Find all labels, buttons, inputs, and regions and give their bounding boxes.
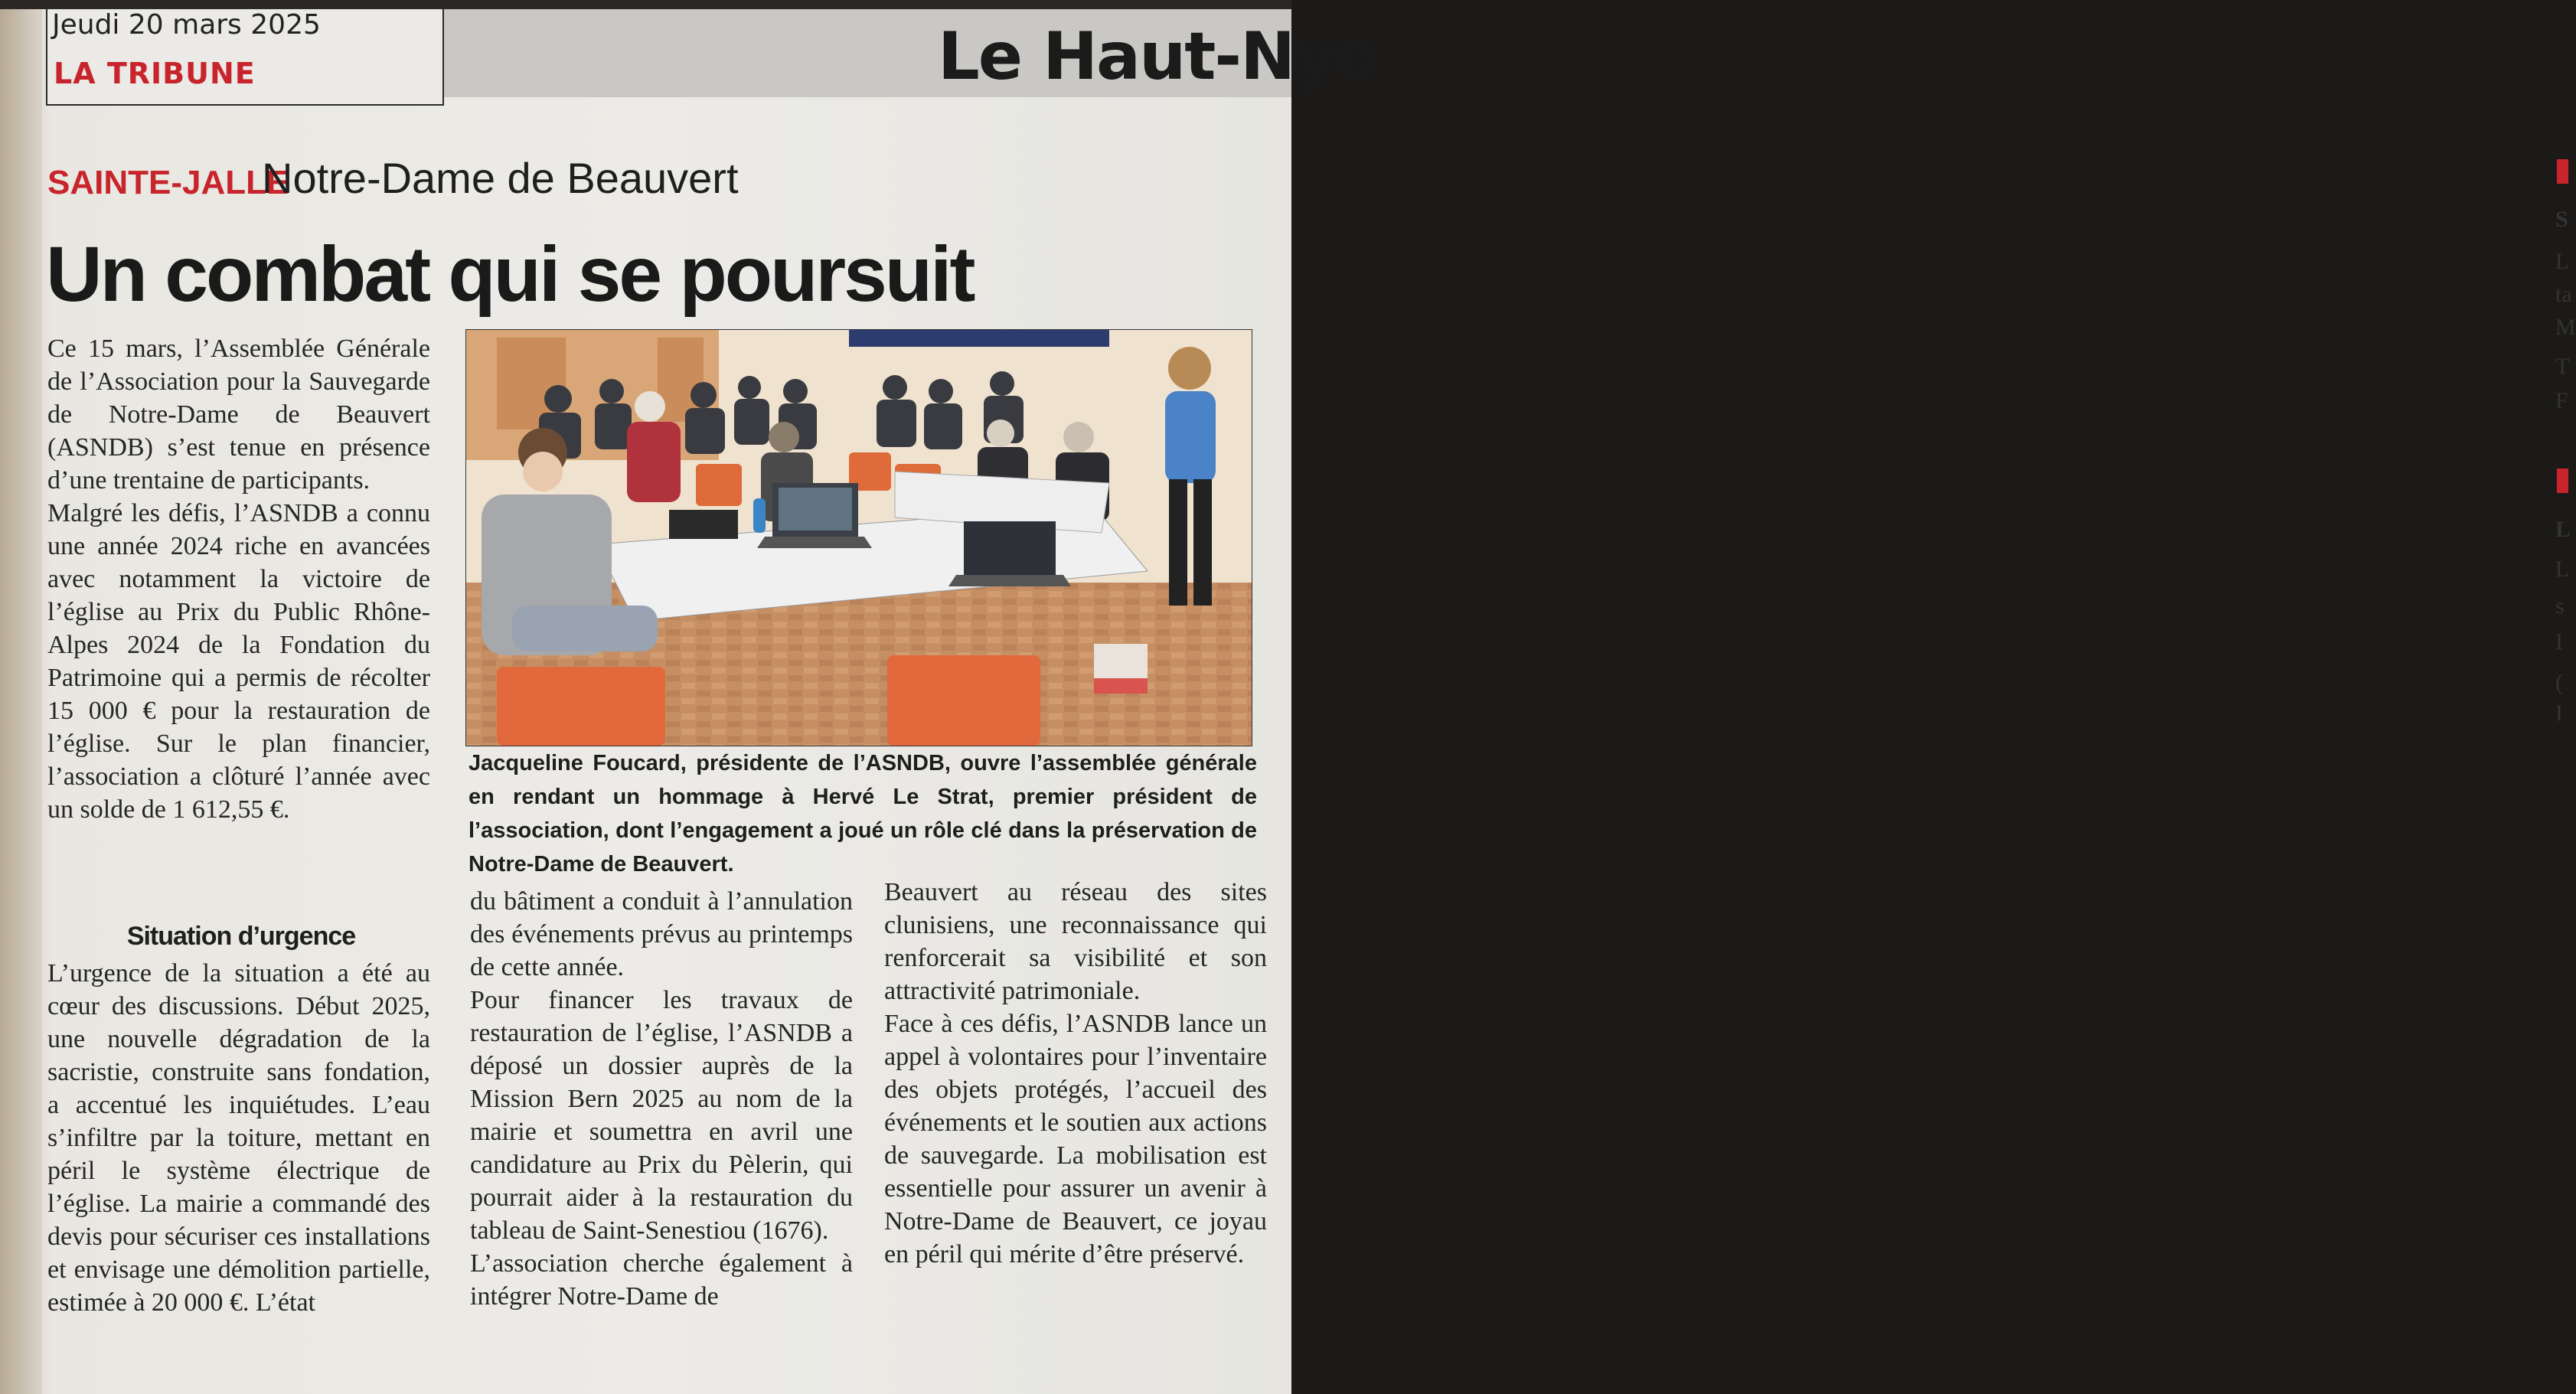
adjacent-letter: M (2555, 315, 2576, 340)
article-location: SAINTE-JALLE (47, 164, 289, 201)
meeting-photo (465, 329, 1252, 746)
adjacent-letter: ( (2555, 670, 2563, 695)
adjacent-red-marker (2557, 159, 2568, 184)
intro-paragraph-1: Ce 15 mars, l’Assemblée Générale de l’Association pour la Sauvegarde de Notre-Dame de Beauvert (ASNDB) s’est tenue en présence d’une trentaine de participants. (47, 335, 430, 495)
adjacent-article-edge (1277, 0, 2576, 1394)
section-subheading: Situation d’urgence (126, 922, 356, 951)
adjacent-letter: F (2555, 388, 2568, 413)
col3-paragraph-2: Pour financer les travaux de restauration de l’église, l’ASNDB a déposé un dossier auprès de la Mission Bern 2025 au nom de la mairie et soumettra en avril une candidature au Prix du Pèlerin, qui pourrait aider à la restauration du tableau de Saint-Senestiou (1676). (470, 986, 853, 1245)
article-column-4 (884, 876, 1267, 1271)
adjacent-letter: L (2555, 517, 2571, 542)
urgence-paragraph: L’urgence de la situation a été au cœur des discussions. Début 2025, une nouvelle dégradation de la sacristie, construite sans fondation, a accentué les inquiétudes. L’eau s’infiltre par la toiture, mettant en péril le système électrique de l’église. La mairie a commandé des devis pour sécuriser ces installations et envisage une démolition partielle, estimée à 20 000 €. L’état (47, 959, 430, 1317)
adjacent-letter: s (2555, 593, 2565, 619)
adjacent-letter: L (2555, 557, 2570, 582)
col4-paragraph-2: Face à ces défis, l’ASNDB lance un appel à volontaires pour l’inventaire des objets protégés, l’accueil des événements et le soutien aux actions de sauvegarde. La mobilisation est essentielle pour assurer un avenir à Notre-Dame de Beauvert, ce joyau en péril qui mérite d’être préservé. (884, 1010, 1267, 1268)
article-headline: Un combat qui se poursuit (46, 230, 974, 318)
adjacent-letter: T (2555, 354, 2570, 379)
page-fold-shadow (0, 0, 42, 1394)
adjacent-letter: I (2555, 629, 2563, 655)
issue-date: Jeudi 20 mars 2025 (52, 9, 321, 41)
col3-paragraph-1: du bâtiment a conduit à l’annulation des événements prévus au printemps de cette année. (470, 887, 853, 981)
adjacent-letter: ta (2555, 282, 2572, 307)
adjacent-letter: S (2555, 207, 2568, 232)
section-title: Le Haut-Nyo (938, 18, 1379, 95)
article-column-1 (47, 332, 430, 826)
photo-caption: Jacqueline Foucard, présidente de l’ASNDB, ouvre l’assemblée générale en rendant un hommage à Hervé Le Strat, premier président de l’association, dont l’engagement a joué un rôle clé dans la préservation de Notre-Dame de Beauvert. (469, 751, 1257, 877)
adjacent-letter: L (2555, 249, 2570, 274)
article-column-3 (470, 885, 853, 1313)
article-column-2 (47, 957, 430, 1319)
publication-name: LA TRIBUNE (54, 57, 256, 90)
adjacent-letter: I (2555, 700, 2563, 726)
intro-paragraph-2: Malgré les défis, l’ASNDB a connu une année 2024 riche en avancées avec notamment la victoire de l’église au Prix du Public Rhône-Alpes 2024 de la Fondation du Patrimoine qui a permis de récolter 15 000 € pour la restauration de l’église. Sur le plan financier, l’association a clôturé l’année avec un solde de 1 612,55 €. (47, 499, 430, 824)
col4-paragraph-1: Beauvert au réseau des sites clunisiens, une reconnaissance qui renforcerait sa visibilité et son attractivité patrimoniale. (884, 878, 1267, 1005)
meeting-photo-illustration (466, 330, 1252, 746)
article-subject: Notre-Dame de Beauvert (262, 154, 739, 202)
adjacent-red-marker (2557, 468, 2568, 493)
col3-paragraph-3: L’association cherche également à intégrer Notre-Dame de (470, 1249, 853, 1311)
